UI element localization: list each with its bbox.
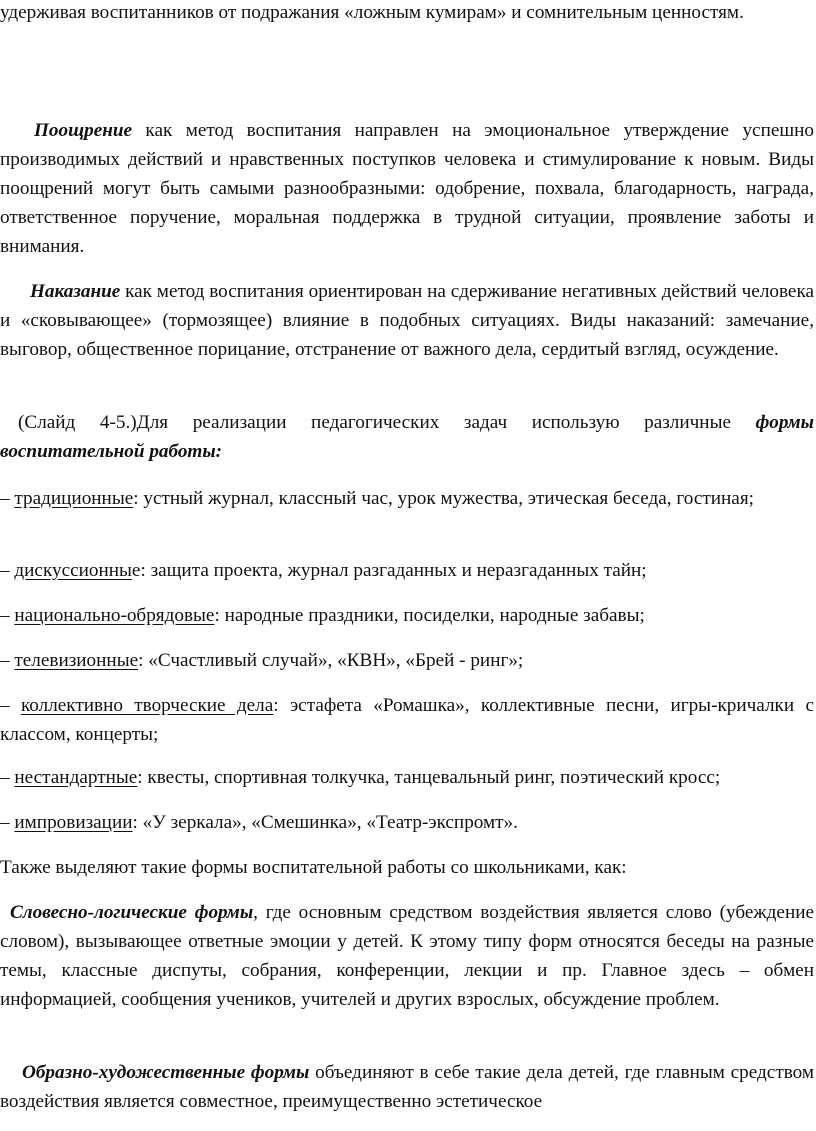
paragraph-continuation: удерживая воспитанников от подражания «ложным кумирам» и сомнительным ценностям. [0,2,744,23]
paragraph-verbal-logical: Словесно-логические формы, где основным средством воздействия является слово (убеждение словом), вызывающее ответные эмоции у детей. К этому типу форм относятся беседы на разные темы, классные диспуты, собрания, конференции, лекции и пр. Главное здесь – обмен информацией, сообщения учеников, учителей и других взрослых, обсуждение проблем. [0,902,815,1010]
term-collective-creative: коллективно творческие дела [20,695,274,716]
term-encouragement: Поощрение [34,120,133,141]
list-item-discussion: – дискуссионные: защита проекта, журнал разгаданных и неразгаданных тайн; [0,560,647,581]
paragraph-encouragement: Поощрение как метод воспитания направлен на эмоциональное утверждение успешно производимых действий и нравственных поступков человека и стимулирование к новым. Виды поощрений могут быть самыми разнообразными: одобрение, похвала, благодарность, награда, ответственное поручение, моральная поддержка в трудной ситуации, проявление заботы и внимания. [0,120,814,257]
term-improvisation: импровизации [14,812,133,833]
paragraph-also-forms: Также выделяют такие формы воспитательной работы со школьниками, как: [0,857,627,878]
term-traditional: традиционные [14,488,134,509]
list-item-folk-ritual: – национально-обрядовые: народные праздники, посиделки, народные забавы; [0,605,645,626]
term-television: телевизионные [14,650,139,671]
term-forms-of-work: формы воспитательной работы: [0,412,814,462]
term-folk-ritual: национально-обрядовые [14,605,215,626]
list-item-improvisation: – импровизации: «У зеркала», «Смешинка», «Театр-экспромт». [0,812,518,833]
term-punishment: Наказание [30,281,121,302]
term-verbal-logical: Словесно-логические формы [10,902,254,923]
term-figurative-artistic: Образно-художественные формы [22,1062,310,1083]
list-item-television: – телевизионные: «Счастливый случай», «КВН», «Брей - ринг»; [0,650,524,671]
paragraph-punishment: Наказание как метод воспитания ориентирован на сдерживание негативных действий человека и «сковывающее» (тормозящее) влияние в подобных ситуациях. Виды наказаний: замечание, выговор, общественное порицание, отстранение от важного дела, сердитый взгляд, осуждение. [0,281,814,360]
paragraph-figurative-artistic: Образно-художественные формы объединяют в себе такие дела детей, где главным средством воздействия является совместное, преимущественно эстетическое [0,1062,815,1112]
term-discussion: дискуссионны [14,560,132,581]
paragraph-forms-intro: (Слайд 4-5.)Для реализации педагогических задач использую различные формы воспитательной работы: [0,412,814,462]
list-item-collective-creative: – коллективно творческие дела: эстафета «Ромашка», коллективные песни, игры-кричалки с классом, концерты; [0,695,814,745]
list-item-non-standard: – нестандартные: квесты, спортивная толкучка, танцевальный ринг, поэтический кросс; [0,767,721,788]
list-item-traditional: – традиционные: устный журнал, классный час, урок мужества, этическая беседа, гостиная; [0,488,754,509]
term-non-standard: нестандартные [14,767,138,788]
